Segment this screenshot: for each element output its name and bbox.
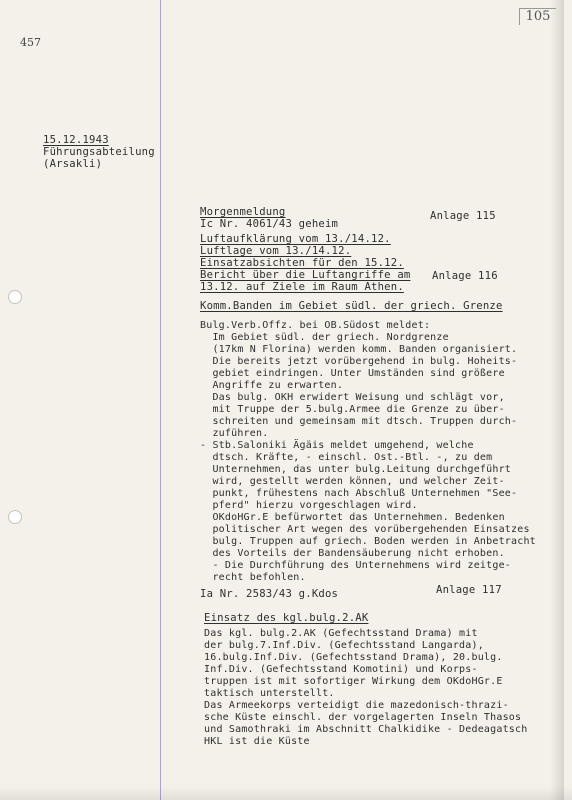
s2-line-5: taktisch unterstellt. bbox=[204, 688, 335, 699]
s2-line-8: und Samothraki im Abschnitt Chalkidike - Dedeagatsch bbox=[204, 724, 528, 735]
header-line-1: Ic Nr. 4061/43 geheim bbox=[200, 218, 339, 230]
s2-line-4: truppen ist mit sofortiger Wirkung dem OKdoHGr.E bbox=[204, 676, 503, 687]
header-line-5: Bericht über die Luftangriffe am bbox=[200, 269, 411, 281]
s1-line-7: mit Truppe der 5.bulg.Armee die Grenze zu über- bbox=[200, 404, 505, 415]
location: (Arsakli) bbox=[43, 158, 103, 170]
date: 15.12.1943 bbox=[43, 134, 109, 146]
s1-line-0: Bulg.Verb.Offz. bei OB.Südost meldet: bbox=[200, 320, 431, 331]
s1-line-1: Im Gebiet südl. der griech. Nordgrenze bbox=[200, 332, 449, 343]
section1-title: Komm.Banden im Gebiet südl. der griech. Grenze bbox=[200, 300, 503, 312]
s1-line-8: schreiten und gemeinsam mit dtsch. Truppen durch- bbox=[200, 416, 518, 427]
s2-line-1: der bulg.7.Inf.Div. (Gefechtsstand Langarda), bbox=[204, 640, 484, 651]
section2-title: Einsatz des kgl.bulg.2.AK bbox=[204, 612, 369, 624]
s1-line-9: zuführen. bbox=[200, 428, 269, 439]
s2-line-6: Das Armeekorps verteidigt die mazedonisch-thrazi- bbox=[204, 700, 509, 711]
punch-hole-bottom bbox=[8, 510, 22, 524]
s1-line-2: (17km N Florina) werden komm. Banden organisiert. bbox=[200, 344, 518, 355]
s2-line-2: 16.bulg.Inf.Div. (Gefechtsstand Drama), 20.bulg. bbox=[204, 652, 503, 663]
s1-line-4: gebiet eindringen. Unter Umständen sind größere bbox=[200, 368, 505, 379]
ia-number: Ia Nr. 2583/43 g.Kdos bbox=[200, 588, 339, 600]
s2-line-3: Inf.Div. (Gefechtsstand Komotini) und Korps- bbox=[204, 664, 478, 675]
punch-hole-top bbox=[8, 290, 22, 304]
s1-line-19: des Vorteils der Bandensäuberung nicht erhoben. bbox=[200, 548, 505, 559]
page-number-stamp: 105 bbox=[519, 8, 556, 25]
header-line-6: 13.12. auf Ziele im Raum Athen. bbox=[200, 281, 404, 293]
s1-line-14: punkt, frühestens nach Abschluß Unternehmen "See- bbox=[200, 488, 518, 499]
s2-line-9: HKL ist die Küste bbox=[204, 736, 310, 747]
anlage-117: Anlage 117 bbox=[436, 584, 502, 596]
anlage-116: Anlage 116 bbox=[432, 270, 498, 282]
header-line-3: Luftlage vom 13./14.12. bbox=[200, 245, 352, 257]
s1-line-16: OKdoHGr.E befürwortet das Unternehmen. Bedenken bbox=[200, 512, 505, 523]
page-edge-shadow bbox=[550, 0, 564, 800]
handwritten-number: 457 bbox=[20, 36, 41, 49]
anlage-115: Anlage 115 bbox=[430, 210, 496, 222]
s1-line-15: pferd" hierzu vorgeschlagen wird. bbox=[200, 500, 418, 511]
header-line-0: Morgenmeldung bbox=[200, 206, 286, 218]
s1-line-18: bulg. Truppen auf griech. Boden werden in Anbetracht bbox=[200, 536, 536, 547]
s1-line-3: Die bereits jetzt vorübergehend in bulg. Hoheits- bbox=[200, 356, 518, 367]
header-line-2: Luftaufklärung vom 13./14.12. bbox=[200, 233, 391, 245]
s1-line-13: wird, gestellt werden können, und welcher Zeit- bbox=[200, 476, 505, 487]
s2-line-7: sche Küste einschl. der vorgelagerten Inseln Thasos bbox=[204, 712, 522, 723]
s1-line-17: politischer Art wegen des vorübergehenden Einsatzes bbox=[200, 524, 530, 535]
s1-line-5: Angriffe zu erwarten. bbox=[200, 380, 344, 391]
unit: Führungsabteilung bbox=[43, 146, 155, 158]
bottom-shadow bbox=[0, 786, 572, 800]
s1-line-6: Das bulg. OKH erwidert Weisung und schlägt vor, bbox=[200, 392, 505, 403]
s1-line-20: - Die Durchführung des Unternehmens wird zeitge- bbox=[200, 560, 512, 571]
s1-line-12: Unternehmen, das unter bulg.Leitung durchgeführt bbox=[200, 464, 512, 475]
header-line-4: Einsatzabsichten für den 15.12. bbox=[200, 257, 404, 269]
s1-line-10: - Stb.Saloniki Ägäis meldet umgehend, welche bbox=[200, 440, 474, 451]
margin-line bbox=[160, 0, 161, 800]
s1-line-11: dtsch. Kräfte, - einschl. Ost.-Btl. -, zu dem bbox=[200, 452, 493, 463]
s1-line-21: recht befohlen. bbox=[200, 572, 306, 583]
s2-line-0: Das kgl. bulg.2.AK (Gefechtsstand Drama) mit bbox=[204, 628, 478, 639]
